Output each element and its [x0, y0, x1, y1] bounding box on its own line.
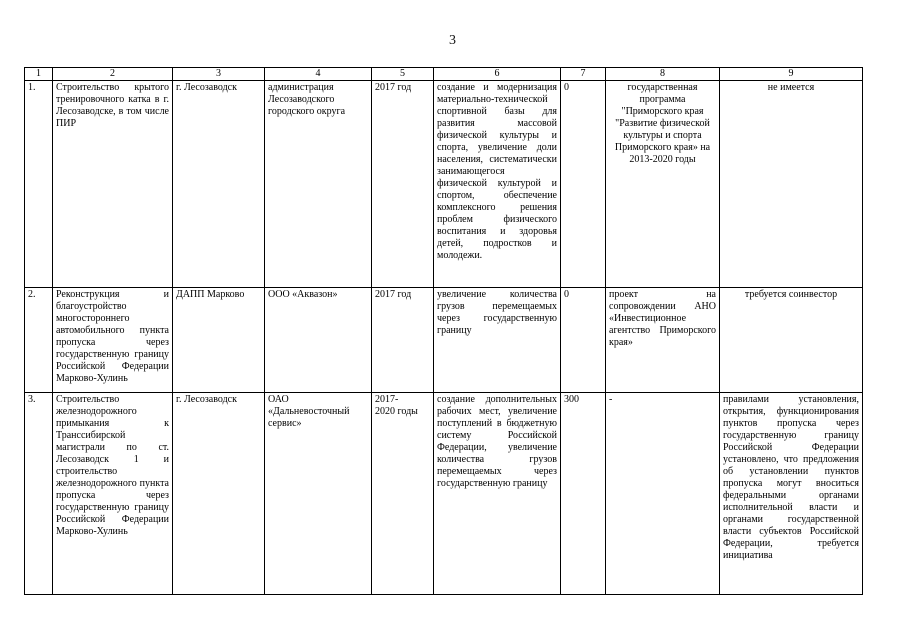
header-cell: 2: [53, 68, 173, 81]
period-cell: 2017 год: [372, 81, 434, 288]
header-cell: 1: [25, 68, 53, 81]
location-cell: ДАПП Марково: [173, 288, 265, 393]
project-name-cell: Строительство железнодорожного примыкания к Транссибирской магистрали по ст. Лесозаводск 1 и строительство железнодорожного пункта пропуска через государственную границу Российской Федерации Марково-Хулинь: [53, 393, 173, 595]
header-cell: 5: [372, 68, 434, 81]
program-cell: проект на сопровождении АНО «Инвестиционное агентство Приморского края»: [606, 288, 720, 393]
header-cell: 9: [720, 68, 863, 81]
header-cell: 3: [173, 68, 265, 81]
effect-cell: увеличение количества грузов перемещаемых через государственную границу: [434, 288, 561, 393]
effect-cell: создание и модернизация материально-технической спортивной базы для развития массовой физической культуры и спорта, увеличение доли населения, систематически занимающегося физической культурой и спортом, обеспечение комплексного решения проблем физического воспитания и здоровья детей, подростков и молодежи.: [434, 81, 561, 288]
notes-cell: требуется соинвестор: [720, 288, 863, 393]
period-cell: 2017 год: [372, 288, 434, 393]
period-cell: [372, 393, 434, 595]
notes-cell: правилами установления, открытия, функционирования пунктов пропуска через государственную границу Российской Федерации установлено, что предложения об установлении пунктов пропуска могут вноситься федеральными органами исполнительной власти и органами государственной власти субъектов Российской Федерации, требуется инициатива: [720, 393, 863, 595]
period-text: 2017- 2020 годы: [375, 394, 418, 417]
page-number: 3: [449, 33, 456, 48]
table-row: [25, 288, 863, 393]
table-row: [25, 81, 863, 288]
project-name-cell: Реконструкция и благоустройство многостороннего автомобильного пункта пропуска через государственную границу Российской Федерации Марково-Хулинь: [53, 288, 173, 393]
executor-cell: ОАО «Дальневосточный сервис»: [265, 393, 372, 595]
effect-cell: создание дополнительных рабочих мест, увеличение поступлений в бюджетную систему Российской Федерации, увеличение количества грузов перемещаемых через государственную границу: [434, 393, 561, 595]
table-row: [25, 393, 863, 595]
row-number-cell: 1.: [25, 81, 53, 288]
program-cell: -: [606, 393, 720, 595]
header-row: [25, 68, 863, 81]
program-cell: государственная программа "Приморского края "Развитие физической культуры и спорта Приморского края» на 2013-2020 годы: [606, 81, 720, 288]
row-number-cell: 2.: [25, 288, 53, 393]
header-cell: 7: [561, 68, 606, 81]
executor-cell: ООО «Аквазон»: [265, 288, 372, 393]
header-cell: 8: [606, 68, 720, 81]
jobs-cell: 300: [561, 393, 606, 595]
jobs-cell: 0: [561, 288, 606, 393]
row-number-cell: 3.: [25, 393, 53, 595]
jobs-cell: 0: [561, 81, 606, 288]
location-cell: г. Лесозаводск: [173, 81, 265, 288]
header-cell: 4: [265, 68, 372, 81]
project-name-cell: Строительство крытого тренировочного катка в г. Лесозаводске, в том числе ПИР: [53, 81, 173, 288]
executor-cell: администрация Лесозаводского городского округа: [265, 81, 372, 288]
location-cell: г. Лесозаводск: [173, 393, 265, 595]
projects-table: [24, 67, 863, 595]
notes-cell: не имеется: [720, 81, 863, 288]
header-cell: 6: [434, 68, 561, 81]
